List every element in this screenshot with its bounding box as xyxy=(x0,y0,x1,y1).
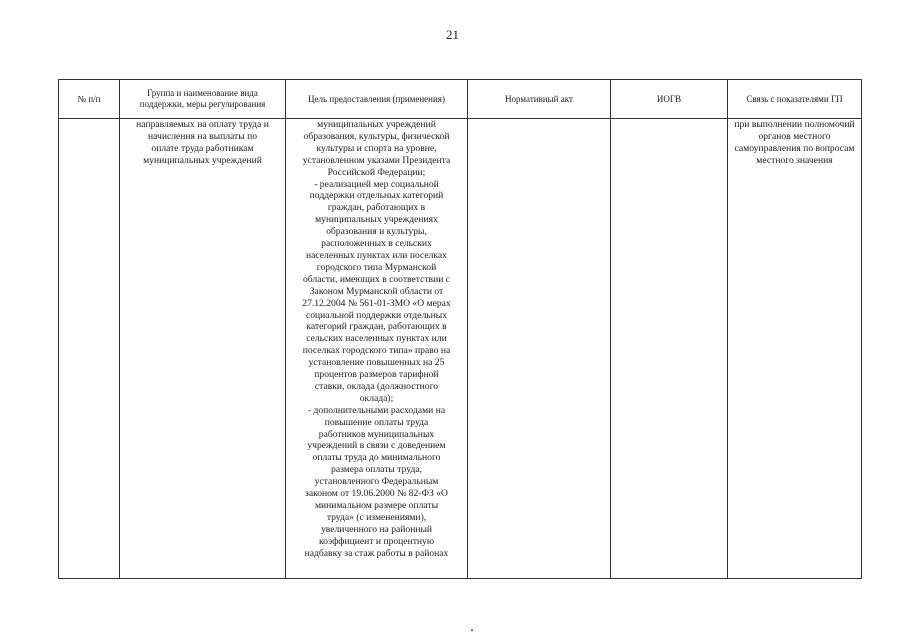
header-group-line: Группа и наименование вида xyxy=(147,88,258,98)
text-line: труда» (с изменениями), xyxy=(326,511,427,523)
cell-iogv xyxy=(611,119,728,579)
text-line: надбавку за стаж работы в районах xyxy=(304,547,449,559)
text-line: муниципальных учреждений xyxy=(143,154,262,166)
cell-link xyxy=(728,119,862,579)
text-line: органов местного xyxy=(758,130,831,142)
cell-act xyxy=(468,119,611,579)
text-line: муниципальных учреждениях xyxy=(315,214,438,226)
text-line: увеличенного на районный xyxy=(320,523,433,535)
header-iogv: ИОГВ xyxy=(611,80,728,119)
header-act: Нормативный акт xyxy=(468,80,611,119)
text-line: минимальном размере оплаты xyxy=(314,500,439,511)
text-line: установление повышенных на 25 xyxy=(308,357,445,369)
text-line: граждан, работающих в xyxy=(327,202,426,214)
text-line: размера оплаты труда, xyxy=(331,464,422,476)
text-line: установленном указами Президента xyxy=(302,154,451,166)
text-line: оплаты труда до минимального xyxy=(312,452,441,464)
header-goal: Цель предоставления (применения) xyxy=(286,80,468,119)
text-line: законом от 19.06.2000 № 82-ФЗ «О xyxy=(305,488,448,500)
text-line: Российской Федерации; xyxy=(327,166,426,178)
text-line: местного значения xyxy=(756,154,833,166)
text-line: работников муниципальных xyxy=(318,428,435,440)
text-line: повышение оплаты труда xyxy=(324,416,429,428)
table-header-row xyxy=(59,80,862,119)
text-line: Законом Мурманской области от xyxy=(309,285,444,297)
text-line: образования, культуры, физической xyxy=(303,130,450,142)
text-line: коэффициент и процентную xyxy=(319,535,434,547)
text-line: образования и культуры, xyxy=(326,226,427,238)
text-line: 27.12.2004 № 561-01-ЗМО «О мерах xyxy=(302,297,451,309)
header-group xyxy=(120,80,286,119)
text-line: поселках городского типа» право на xyxy=(302,345,451,357)
text-line: области, имеющих в соответствии с xyxy=(302,273,450,285)
text-line: категорий граждан, работающих в xyxy=(306,321,447,333)
text-line: поддержки отдельных категорий xyxy=(309,190,444,202)
text-line: процентов размеров тарифной xyxy=(314,369,439,381)
text-line: - реализацией мер социальной xyxy=(314,178,439,190)
text-line: культуры и спорта на уровне, xyxy=(316,142,437,154)
text-line: оклада); xyxy=(359,392,394,404)
text-line: сельских населенных пунктах или xyxy=(306,333,447,345)
cell-group xyxy=(120,119,286,579)
text-line: социальной поддержки отдельных xyxy=(305,309,447,321)
text-line: городского типа Мурманской xyxy=(316,261,437,273)
text-line: при выполнении полномочий xyxy=(734,119,855,130)
cell-num xyxy=(59,119,120,579)
header-link: Связь с показателями ГП xyxy=(728,80,862,119)
text-line: ставки, оклада (должностного xyxy=(314,380,439,392)
document-table xyxy=(58,79,862,579)
text-line: населенных пунктах или поселках xyxy=(306,249,447,261)
text-line: расположенных в сельских xyxy=(321,238,432,250)
cell-goal xyxy=(286,119,468,579)
text-line: начисления на выплаты по xyxy=(147,130,258,142)
table-row xyxy=(59,119,862,579)
text-line: самоуправления по вопросам xyxy=(734,142,855,154)
text-line: - дополнительными расходами на xyxy=(307,404,446,416)
text-line: установленного Федеральным xyxy=(314,476,439,488)
text-line: оплате труда работникам xyxy=(151,142,254,154)
text-line: направляемых на оплату труда и xyxy=(136,119,269,130)
header-group-line: поддержки, меры регулирования xyxy=(139,99,266,109)
header-num: № п/п xyxy=(59,80,120,119)
text-line: муниципальных учреждений xyxy=(317,119,436,130)
text-line: учреждений в связи с доведением xyxy=(307,440,446,452)
scan-mark xyxy=(471,629,473,631)
page-number: 21 xyxy=(446,27,459,42)
